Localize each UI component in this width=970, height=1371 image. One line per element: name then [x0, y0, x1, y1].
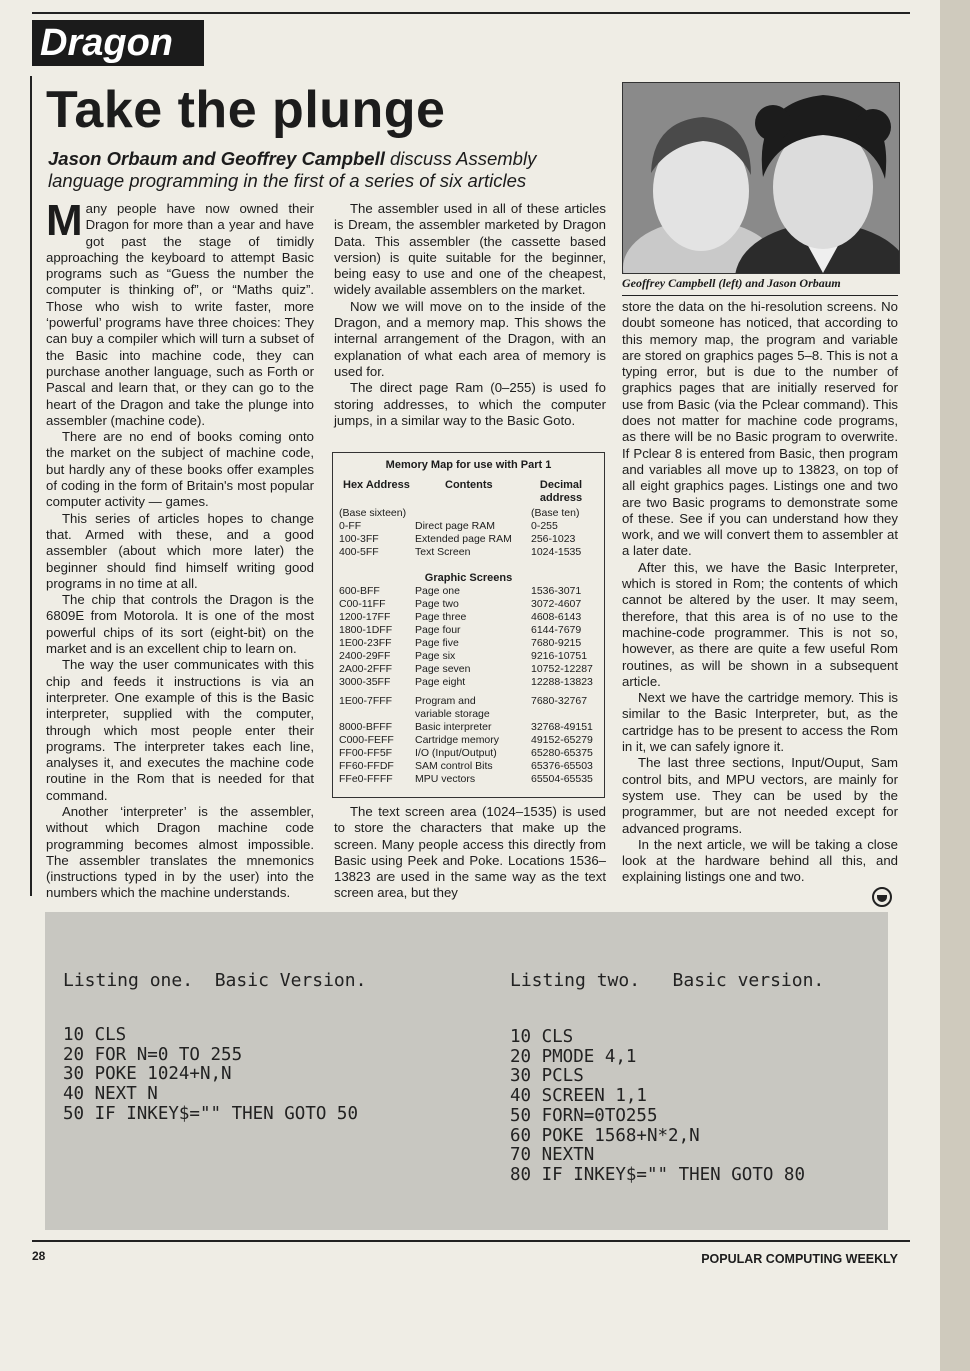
contents-cell: I/O (Input/Output)	[415, 747, 497, 759]
table-row	[333, 598, 604, 611]
photo-illustration	[623, 83, 899, 273]
hex-cell: 100-3FF	[339, 533, 379, 545]
contents-cell: Direct page RAM	[415, 520, 495, 532]
code-line: 30 POKE 1024+N,N	[63, 1064, 232, 1085]
table-row	[333, 546, 604, 559]
decimal-cell: 65280-65375	[531, 747, 593, 759]
paragraph: Next we have the cartridge memory. This is similar to the Basic Interpreter, but, as the cartridge has to be present to access the Rom in it, we can safely ignore it.	[622, 690, 898, 755]
contents-cell: variable storage	[415, 708, 490, 720]
header-decimal: Decimal address	[539, 479, 583, 504]
standfirst-authors: Jason Orbaum and Geoffrey Campbell	[48, 148, 385, 169]
contents-cell: Page one	[415, 585, 460, 597]
table-row	[333, 611, 604, 624]
table-row	[333, 695, 604, 721]
paragraph: In the next article, we will be taking a close look at the hardware behind all this, and explaining listings one and two.	[622, 836, 898, 885]
hex-cell: 2400-29FF	[339, 650, 391, 662]
page-number: 28	[32, 1249, 46, 1263]
decimal-cell: 49152-65279	[531, 734, 593, 746]
standfirst-text: discuss Assembly language programming in the first of a series of six articles	[48, 148, 537, 191]
header-contents: Contents	[445, 479, 493, 491]
paragraph: This series of articles hopes to change that. Armed with these, and a good assembler (about which more later) the beginner should find himself writing good programs in no time at all.	[46, 510, 314, 591]
authors-photo	[622, 82, 900, 274]
paragraph: The direct page Ram (0–255) is used fo storing addresses, to which the computer jumps, in a similar way to the Basic Goto.	[334, 380, 606, 428]
table-row	[333, 585, 604, 598]
article-column-2	[334, 201, 606, 429]
table-row	[333, 760, 604, 773]
decimal-cell: 256-1023	[531, 533, 576, 545]
page-edge	[940, 0, 970, 1371]
code-line: 50 FORN=0TO255	[510, 1105, 658, 1126]
paragraph: Another ‘interpreter’ is the assembler, without which Dragon machine code programming becomes almost impossible. The assembler translates the mnemonics (instructions typed in by the user) into the numbers which the machine understands.	[46, 803, 314, 901]
table-title: Memory Map for use with Part 1	[385, 459, 552, 471]
hex-cell: 600-BFF	[339, 585, 380, 597]
hex-cell: 1800-1DFF	[339, 624, 393, 636]
contents-cell: Program and	[415, 695, 476, 707]
listing-one-code	[63, 1026, 358, 1125]
decimal-cell: 6144-7679	[531, 624, 582, 636]
decimal-cell: 32768-49151	[531, 721, 593, 733]
contents-cell: MPU vectors	[415, 773, 476, 785]
table-row	[333, 747, 604, 760]
paragraph: The last three sections, Input/Ouput, Sam control bits, and MPU vectors, are mainly for system use. They can be used by the programmer, but are not needed except for advanced programs.	[622, 755, 898, 836]
table-row	[333, 520, 604, 533]
contents-cell: Page four	[415, 624, 461, 636]
paragraph: The way the user communicates with this chip and feeds it instructions is via an interpreter. One example of this is the Basic interpreter, supplied with the computer, through which most people enter their programs. The interpreter takes each line, analyses it, and executes the machine code routine in the Rom that is needed for that command.	[46, 657, 314, 803]
drop-cap: M	[46, 196, 83, 245]
article-column-2-continued	[334, 804, 606, 902]
code-line: 10 CLS	[510, 1027, 574, 1047]
hex-cell: 1200-17FF	[339, 611, 391, 623]
paragraph: The chip that controls the Dragon is the 6809E from Motorola. It is one of the most powerful chips of its sort (eight-bit) on the market and is an excellent chip to learn on.	[46, 592, 314, 657]
graphic-screens-title: Graphic Screens	[424, 572, 513, 584]
decimal-cell: 12288-13823	[531, 676, 593, 688]
hex-cell: 8000-BFFF	[339, 721, 393, 733]
decimal-cell: 1024-1535	[531, 546, 582, 558]
paragraph: After this, we have the Basic Interpreter, which is stored in Rom; the contents of which cannot be altered by the user. It may seem, therefore, that this area is of no use to the machine-code programmer. This is not so, however, as there are quite a few useful Rom routines, as will be shown in a subsequent article.	[622, 559, 898, 689]
header-hex: Hex Address	[343, 479, 410, 491]
listing-one-title: Listing one. Basic Version.	[63, 970, 367, 991]
contents-cell: Basic interpreter	[415, 721, 492, 733]
contents-cell: SAM control Bits	[415, 760, 493, 772]
listing-two-code	[510, 1028, 805, 1186]
contents-cell: Cartridge memory	[415, 734, 500, 746]
decimal-cell: 7680-32767	[531, 695, 588, 707]
table-row	[333, 533, 604, 546]
decimal-cell: 0-255	[531, 520, 558, 532]
base-dec-note: (Base ten)	[531, 507, 580, 519]
code-line: 20 PMODE 4,1	[510, 1046, 637, 1067]
hex-cell: 1E00-23FF	[339, 637, 392, 649]
photo-caption: Geoffrey Campbell (left) and Jason Orbaum	[622, 276, 841, 290]
headline: Take the plunge	[46, 81, 446, 139]
decimal-cell: 4608-6143	[531, 611, 582, 623]
contents-cell: Page three	[415, 611, 467, 623]
hex-cell: FF60-FFDF	[339, 760, 394, 772]
decimal-cell: 1536-3071	[531, 585, 582, 597]
table-row	[333, 676, 604, 689]
code-line: 80 IF INKEY$="" THEN GOTO 80	[510, 1164, 806, 1185]
caption-rule	[622, 295, 898, 296]
paragraph: There are no end of books coming onto the market on the subject of machine code, but hardly any of these books offer examples of coding in the form of Britain's most popular computer activity — games.	[46, 429, 314, 510]
paragraph-1-text: any people have now owned their Dragon for more than a year and have got past the stage of timidly approaching the keyboard to attempt Basic programs such as “Guess the number the computer is thinking of”, or “Maths quiz”. Those who wish to write faster, more ‘powerful’ programs have three choices: They can buy a compiler which will turn a subset of the Basic into machine code, they can purchase another language, such as Forth or Pascal and learn that, or they can go to the heart of the Dragon and take the plunge into assembler (machine code).	[46, 201, 314, 428]
decimal-cell: 10752-12287	[531, 663, 593, 675]
hex-cell: FF00-FF5F	[339, 747, 393, 759]
table-row	[333, 734, 604, 747]
bottom-rule	[32, 1240, 910, 1242]
hex-cell: C000-FEFF	[339, 734, 394, 746]
paragraph: The assembler used in all of these articles is Dream, the assembler marketed by Dragon Data. This assembler (the cassette based version) is quite suitable for the beginner, being easy to use and one of the cheapest, widely available assemblers on the market.	[334, 201, 606, 298]
hex-cell: 3000-35FF	[339, 676, 391, 688]
table-row	[333, 507, 604, 520]
table-row	[333, 650, 604, 663]
end-mark-icon	[872, 887, 892, 907]
code-line: 50 IF INKEY$="" THEN GOTO 50	[63, 1103, 359, 1124]
code-line: 30 PCLS	[510, 1066, 584, 1087]
code-line: 10 CLS	[63, 1025, 127, 1045]
code-line: 20 FOR N=0 TO 255	[63, 1044, 243, 1065]
table-row	[333, 773, 604, 786]
top-rule	[32, 12, 910, 14]
paragraph-1	[46, 196, 314, 429]
section-tag: Dragon	[32, 20, 204, 66]
hex-cell: 1E00-7FFF	[339, 695, 393, 707]
paragraph: Now we will move on to the inside of the Dragon, and a memory map. This shows the internal arrangement of the Dragon, with an explanation of what each area of memory is used for.	[334, 298, 606, 379]
code-line: 60 POKE 1568+N*2,N	[510, 1125, 700, 1146]
code-line: 70 NEXTN	[510, 1145, 595, 1166]
hex-cell: 400-5FF	[339, 546, 379, 558]
contents-cell: Extended page RAM	[415, 533, 512, 545]
hex-cell: 2A00-2FFF	[339, 663, 393, 675]
standfirst	[48, 148, 608, 192]
table-row	[333, 663, 604, 676]
hex-cell: C00-11FF	[339, 598, 386, 610]
left-rule	[30, 76, 32, 896]
contents-cell: Text Screen	[415, 546, 471, 558]
decimal-cell: 3072-4607	[531, 598, 582, 610]
code-line: 40 NEXT N	[63, 1084, 158, 1105]
table-row	[333, 637, 604, 650]
contents-cell: Page eight	[415, 676, 466, 688]
decimal-cell: 65376-65503	[531, 760, 593, 772]
contents-cell: Page two	[415, 598, 459, 610]
listing-two-title: Listing two. Basic version.	[510, 970, 825, 991]
memory-map-table	[332, 452, 605, 798]
magazine-masthead: POPULAR COMPUTING WEEKLY	[701, 1252, 898, 1266]
article-column-3	[622, 299, 898, 886]
paragraph: store the data on the hi-resolution screens. No doubt someone has noticed, that according to this memory map, the program and variable are stored on graphics pages 5–8. This is not a typing error, but is due to the number of graphics pages that are initially reserved for use from Basic (via the Pclear command). This does not matter for machine code programs, as there will be no Basic program to overwrite. If Pclear 8 is entered from Basic, then program and variables all move up to 13823, on top of all eight graphics pages. Listings one and two are two Basic programs to demonstrate some of these. See if you can understand how they work, and we will convert them to assembler at a later date.	[622, 299, 898, 559]
hex-cell: 0-FF	[339, 520, 362, 532]
table-row	[333, 721, 604, 734]
contents-cell: Page seven	[415, 663, 471, 675]
table-row	[333, 624, 604, 637]
contents-cell: Page six	[415, 650, 456, 662]
decimal-cell: 7680-9215	[531, 637, 582, 649]
article-column-1	[46, 196, 314, 902]
contents-cell: Page five	[415, 637, 459, 649]
code-line: 40 SCREEN 1,1	[510, 1086, 647, 1107]
decimal-cell: 65504-65535	[531, 773, 593, 785]
base-hex-note: (Base sixteen)	[339, 507, 407, 519]
paragraph: The text screen area (1024–1535) is used to store the characters that make up the screen. Many people access this directly from Basic using Peek and Poke. Locations 1536–13823 are used in the same way as the text screen area, but they	[334, 804, 606, 901]
decimal-cell: 9216-10751	[531, 650, 588, 662]
hex-cell: FFe0-FFFF	[339, 773, 393, 785]
